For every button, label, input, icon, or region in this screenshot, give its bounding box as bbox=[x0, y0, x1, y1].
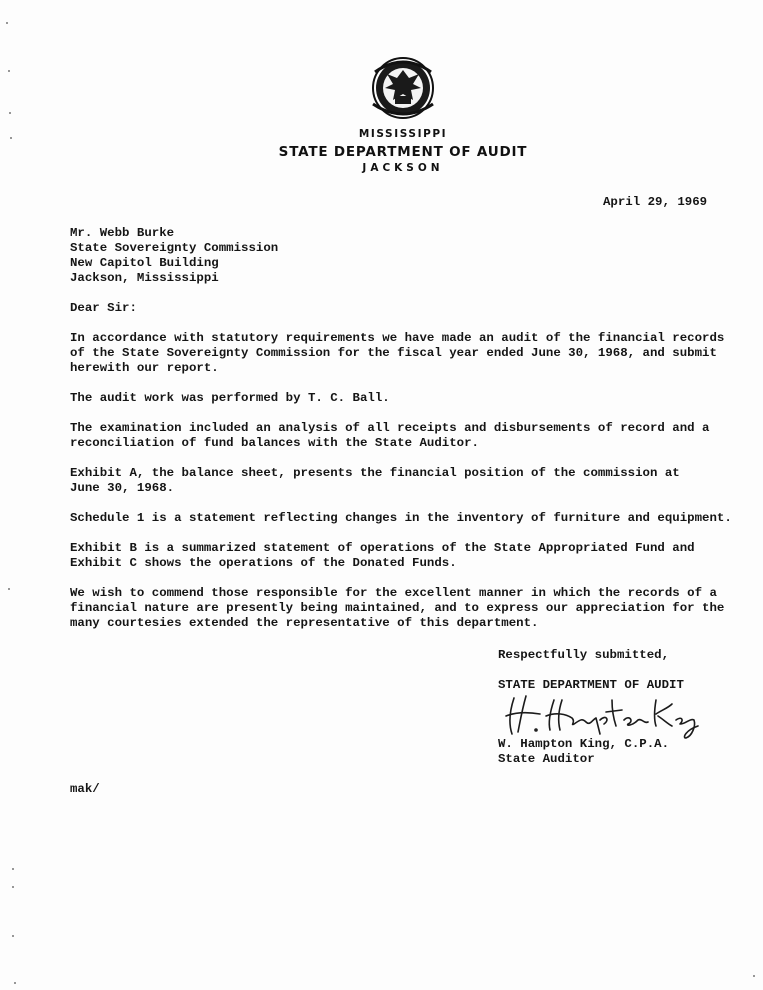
paragraph-line: of the State Sovereignty Commission for the fiscal year ended June 30, 1968, and submit bbox=[70, 346, 717, 360]
paragraph-line: We wish to commend those responsible for the excellent manner in which the records of a bbox=[70, 586, 717, 600]
mississippi-state-seal-icon bbox=[367, 52, 439, 124]
recipient-building: New Capitol Building bbox=[70, 256, 219, 270]
recipient-city-state: Jackson, Mississippi bbox=[70, 271, 219, 285]
recipient-name: Mr. Webb Burke bbox=[70, 226, 175, 240]
paragraph-line: many courtesies extended the representative of this department. bbox=[70, 616, 539, 630]
scan-speck bbox=[10, 137, 12, 139]
scan-speck bbox=[8, 70, 10, 72]
recipient-organization: State Sovereignty Commission bbox=[70, 241, 279, 255]
scan-speck bbox=[6, 22, 8, 24]
letterhead-state: MISSISSIPPI bbox=[358, 128, 448, 140]
letterhead-city: JACKSON bbox=[362, 162, 444, 174]
typist-initials: mak/ bbox=[70, 782, 100, 796]
paragraph-line: The examination included an analysis of all receipts and disbursements of record and a bbox=[70, 421, 710, 435]
signer-title: State Auditor bbox=[498, 752, 595, 766]
scan-speck bbox=[12, 935, 14, 937]
scan-speck bbox=[14, 982, 16, 984]
paragraph-line: reconciliation of fund balances with the State Auditor. bbox=[70, 436, 479, 450]
paragraph-line: Schedule 1 is a statement reflecting changes in the inventory of furniture and equipment. bbox=[70, 511, 732, 525]
paragraph-line: herewith our report. bbox=[70, 361, 219, 375]
paragraph-line: financial nature are presently being maintained, and to express our appreciation for the bbox=[70, 601, 725, 615]
handwritten-signature bbox=[500, 690, 705, 740]
signer-name: W. Hampton King, C.P.A. bbox=[498, 737, 670, 751]
paragraph-line: The audit work was performed by T. C. Ball. bbox=[70, 391, 390, 405]
paragraph-line: June 30, 1968. bbox=[70, 481, 175, 495]
paragraph-line: Exhibit C shows the operations of the Donated Funds. bbox=[70, 556, 457, 570]
scan-speck bbox=[753, 975, 755, 977]
paragraph-line: Exhibit B is a summarized statement of operations of the State Appropriated Fund and bbox=[70, 541, 695, 555]
paragraph-line: Exhibit A, the balance sheet, presents the financial position of the commission at bbox=[70, 466, 680, 480]
paragraph-line: In accordance with statutory requirements we have made an audit of the financial records bbox=[70, 331, 725, 345]
letterhead-department: STATE DEPARTMENT OF AUDIT bbox=[278, 144, 528, 160]
scan-speck bbox=[12, 886, 14, 888]
letter-date: April 29, 1969 bbox=[603, 195, 708, 209]
salutation: Dear Sir: bbox=[70, 301, 137, 315]
scan-speck bbox=[8, 588, 10, 590]
scan-speck bbox=[9, 112, 11, 114]
closing-department: STATE DEPARTMENT OF AUDIT bbox=[498, 678, 684, 692]
scan-speck bbox=[12, 868, 14, 870]
complimentary-close: Respectfully submitted, bbox=[498, 648, 670, 662]
